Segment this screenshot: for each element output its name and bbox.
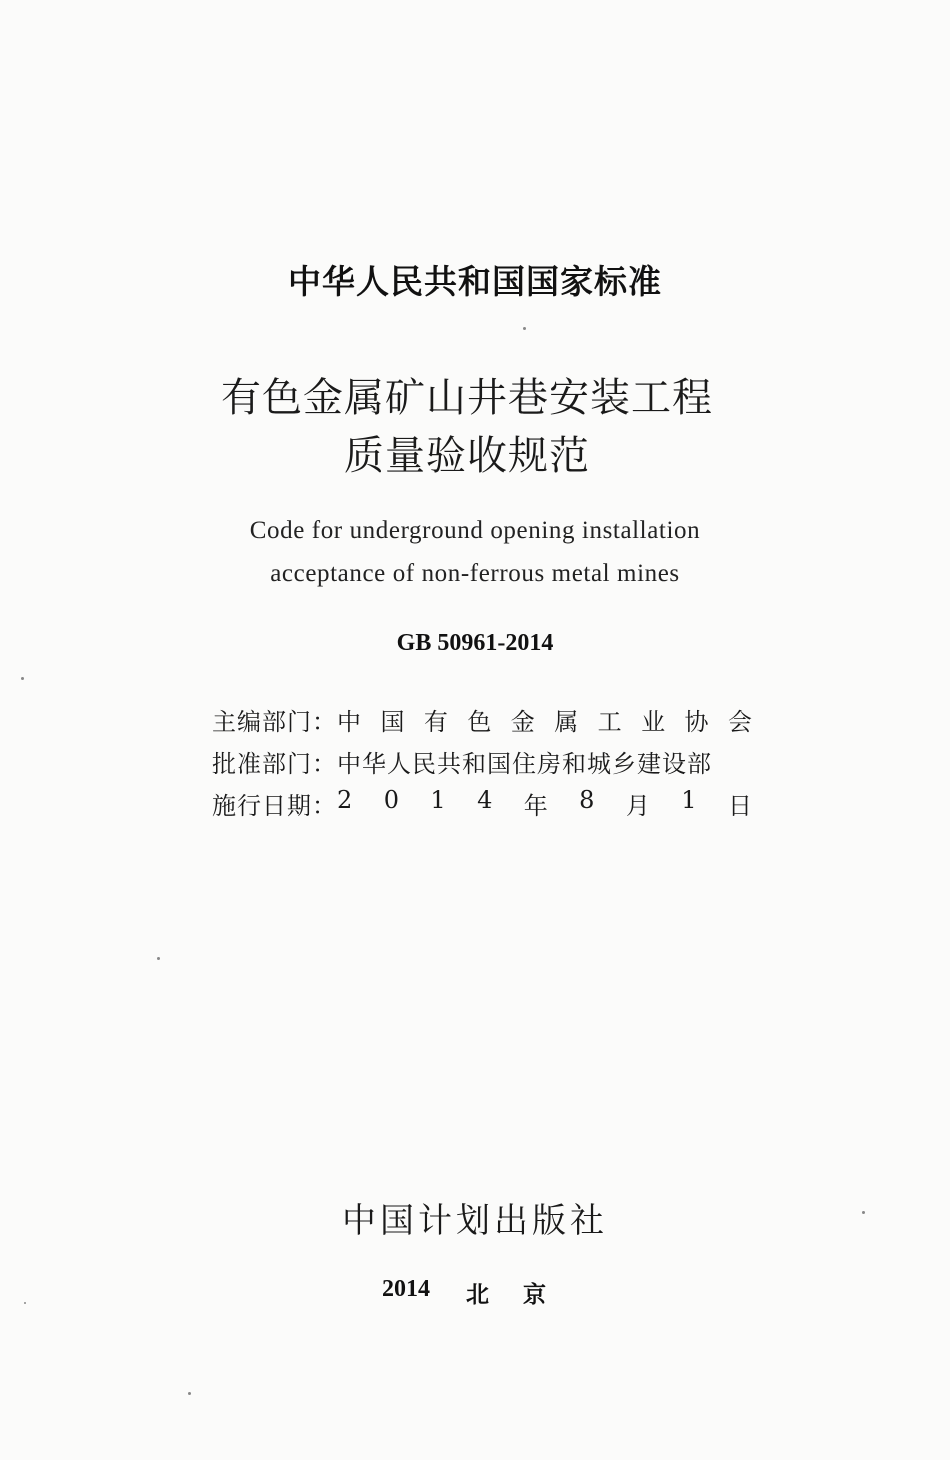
editor-row (212, 702, 752, 736)
editor-char: 色 (467, 707, 492, 736)
date-char: 年 (523, 791, 548, 820)
scan-speck (21, 677, 24, 680)
editor-char: 工 (597, 707, 622, 736)
date-char: 月 (625, 791, 650, 820)
scan-speck (24, 1302, 26, 1304)
editor-char: 中 (337, 707, 361, 736)
chinese-title-line-1: 有色金属矿山井巷安装工程 (221, 375, 713, 421)
editor-char: 国 (380, 707, 405, 736)
effective-date-label: 施行日期： (212, 791, 337, 820)
date-char: 8 (579, 785, 595, 814)
scan-speck (188, 1392, 191, 1395)
english-title-line-1: Code for underground opening installation (249, 517, 701, 544)
standard-code: GB 50961-2014 (396, 630, 554, 656)
editor-value (337, 702, 752, 737)
scan-speck (157, 957, 160, 960)
editor-char: 属 (554, 707, 579, 736)
chinese-title-line-2: 质量验收规范 (344, 433, 590, 479)
imprint (380, 1276, 580, 1310)
imprint-city: 北京 (466, 1281, 580, 1308)
standard-type-heading: 中华人民共和国国家标准 (288, 262, 662, 301)
approver-row (212, 744, 752, 778)
effective-date-row (212, 786, 752, 820)
editor-char: 有 (423, 707, 448, 736)
effective-date-value (337, 786, 752, 821)
scan-speck (862, 1211, 865, 1214)
date-char: 日 (727, 791, 752, 820)
date-char: 4 (477, 785, 493, 814)
scan-speck (523, 327, 526, 330)
approver-label: 批准部门： (212, 749, 337, 778)
editor-char: 会 (727, 707, 752, 736)
editor-label: 主编部门： (212, 707, 337, 736)
imprint-year: 2014 (382, 1276, 430, 1302)
approver-value: 中华人民共和国住房和城乡建设部 (337, 749, 712, 778)
editor-char: 协 (684, 707, 709, 736)
english-title-line-2: acceptance of non-ferrous metal mines (270, 560, 680, 587)
publisher-name: 中国计划出版社 (342, 1201, 608, 1241)
date-char: 1 (681, 785, 697, 814)
editor-char: 业 (641, 707, 666, 736)
date-char: 0 (383, 785, 399, 814)
date-char: 1 (430, 785, 446, 814)
date-char: 2 (337, 785, 353, 814)
editor-char: 金 (510, 707, 535, 736)
